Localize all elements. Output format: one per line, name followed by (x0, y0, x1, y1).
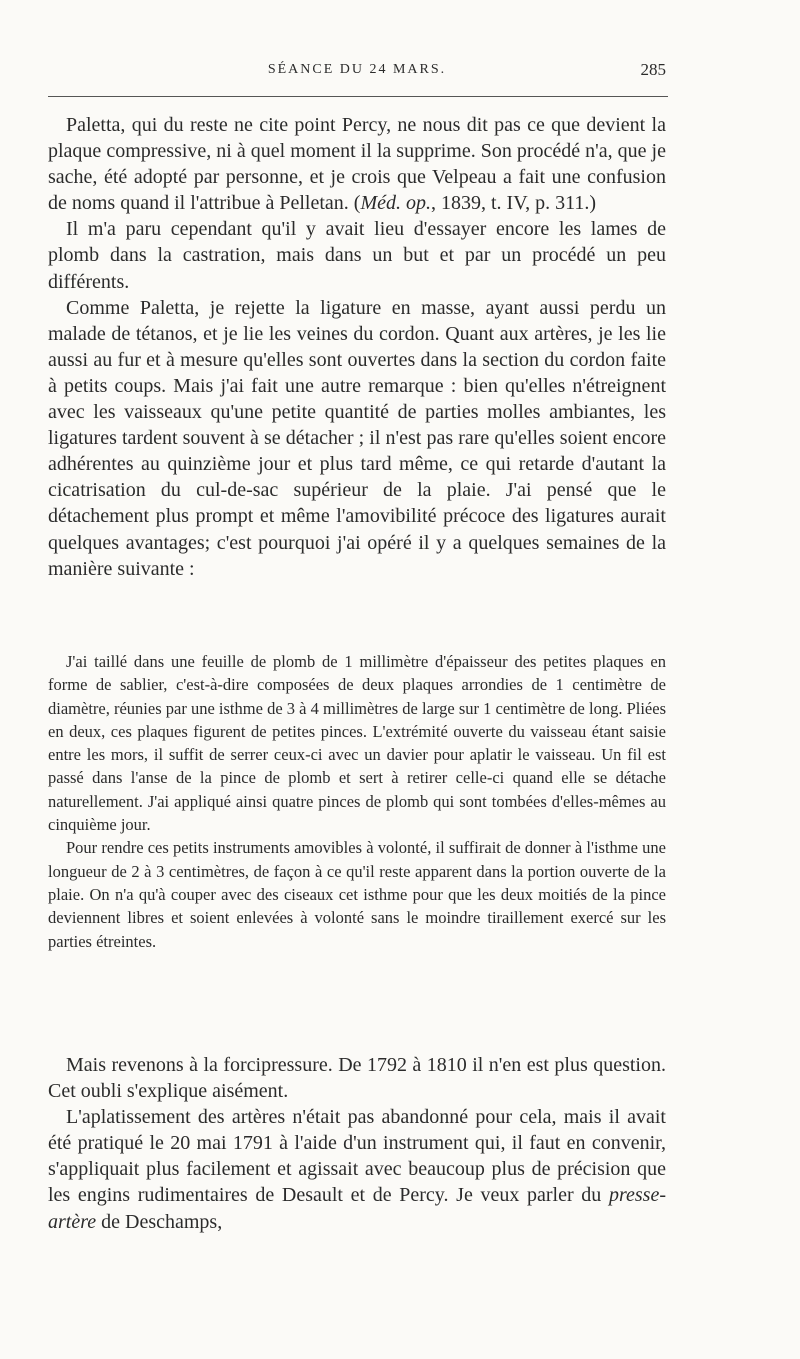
paragraph-plomb: J'ai taillé dans une feuille de plomb de 1 millimètre d'épaisseur des petites plaques en forme de sablier, c'est-à-dire composées de deux plaques arrondies de 1 centimètre de diamètre, réunies par une isthme de 3 à 4 millimètres de large sur 1 centimètre de long. Pliées en deux, ces plaques figurent de petites pinces. L'extrémité ouverte du vaisseau étant saisie entre les mors, il suffit de serrer ceux-ci avec un davier pour aplatir le vaisseau. Un fil est passé dans l'anse de la pince de plomb et sert à retirer celle-ci quand elle se détache naturellement. J'ai appliqué ainsi quatre pinces de plomb qui sont tombées d'elles-mêmes au cinquième jour. (48, 652, 666, 835)
running-header-title: SÉANCE DU 24 MARS. (267, 62, 447, 77)
paragraph-aplatissement (48, 1104, 666, 1234)
paragraph-forcipressure: Mais revenons à la forcipressure. De 1792 à 1810 il n'en est plus question. Cet oubli s'explique aisément. (48, 1054, 666, 1103)
presse-artere-italic: presse-artère (48, 1184, 666, 1233)
header-rule (48, 96, 668, 97)
citation-italic: Méd. op. (360, 192, 431, 215)
page-number: 285 (640, 60, 666, 79)
paragraph-paletta: Paletta, qui du reste ne cite point Percy, ne nous dit pas ce que devient la plaque compressive, ni à quel moment il la supprime. Son procédé n'a, que je sache, été adopté par personne, et je crois que Velpeau a fait une confusion de noms quand il l'attribue à Pelletan. (Méd. op., 1839, t. IV, p. 311.) (48, 114, 666, 215)
paragraph-text: L'aplatissement des artères n'était pas abandonné pour cela, mais il avait été pratiqué le 20 mai 1791 à l'aide d'un instrument qui, il faut en convenir, s'appliquait plus facilement et agissait avec beaucoup plus de précision que les engins rudimentaires de Desault et de Percy. Je veux parler du (48, 1106, 666, 1207)
paragraph-end: de Deschamps, (96, 1210, 223, 1233)
small-text-block (48, 650, 666, 953)
lower-text-block (48, 1052, 666, 1235)
page-header (48, 58, 666, 88)
paragraph-text: Paletta, qui du reste ne cite point Percy, ne nous dit pas ce que devient la plaque compressive, ni à quel moment il la supprime. Son procédé n'a, que je sache, été adopté par personne, et je crois que Velpeau a fait une confusion de noms quand il l'attribue à Pelletan. (48, 114, 666, 215)
paragraph-ligature: Comme Paletta, je rejette la ligature en masse, ayant aussi perdu un malade de tétanos, et je lie les veines du cordon. Quant aux artères, je les lie aussi au fur et à mesure qu'elles sont ouvertes dans la section du cordon faite à petits coups. Mais j'ai fait une autre remarque : bien qu'elles n'étreignent avec les vaisseaux qu'une petite quantité de parties molles ambiantes, les ligatures tardent souvent à se détacher ; il n'est pas rare qu'elles soient encore adhérentes au quinzième jour et plus tard même, ce qui retarde d'autant la cicatrisation du cul-de-sac supérieur de la plaie. J'ai pensé que le détachement plus prompt et même l'amovibilité précoce des ligatures aurait quelques avantages; c'est pourquoi j'ai opéré il y a quelques semaines de la manière suivante : (48, 296, 666, 580)
paragraph-amovibles: Pour rendre ces petits instruments amovibles à volonté, il suffirait de donner à l'isthme une longueur de 2 à 3 centimètres, de façon à ce qu'il reste apparent dans la portion ouverte de la plaie. On n'a qu'à couper avec des ciseaux cet isthme pour que les deux moitiés de la pince deviennent libres et soient enlevées à volonté sans le moindre tiraillement exercé sur les parties étreintes. (48, 838, 666, 951)
paragraph-castration: Il m'a paru cependant qu'il y avait lieu d'essayer encore les lames de plomb dans la castration, mais dans un but et par un procédé un peu différents. (48, 218, 666, 293)
citation-rest: , 1839, t. IV, p. 311.) (430, 192, 596, 215)
main-text-block (48, 112, 666, 582)
